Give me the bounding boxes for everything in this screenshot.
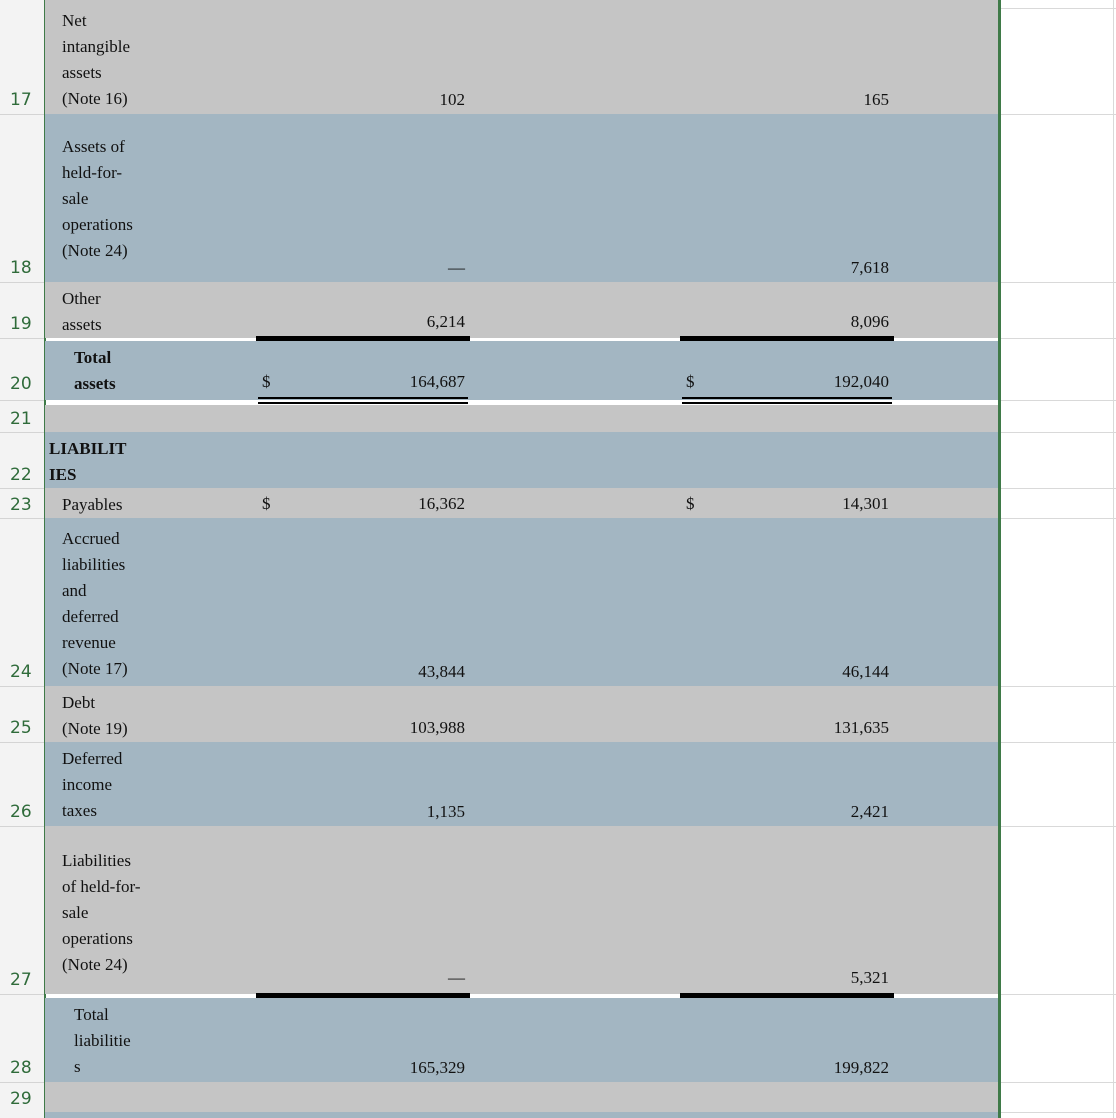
grid-row-line xyxy=(1001,338,1116,339)
grid-row-line xyxy=(1001,518,1116,519)
cell-value[interactable]: 16,362 xyxy=(418,494,465,513)
spreadsheet-grid[interactable] xyxy=(45,0,1000,1118)
cell-value[interactable]: — xyxy=(448,968,465,987)
section-heading: LIABILIT IES xyxy=(49,439,127,484)
grid-row-line xyxy=(1001,432,1116,433)
row-label: Deferred income taxes xyxy=(62,749,123,820)
cell-value[interactable]: 164,687 xyxy=(409,372,465,391)
empty-grid-area[interactable] xyxy=(1001,0,1116,1118)
gutter-divider xyxy=(0,338,45,339)
cell-value[interactable]: 5,321 xyxy=(850,968,889,987)
cell-value[interactable]: 199,822 xyxy=(833,1058,889,1077)
cell-value[interactable]: 165 xyxy=(863,90,889,109)
gutter-divider xyxy=(0,518,45,519)
row-number-23[interactable]: 23 xyxy=(10,495,32,515)
grid-row-line xyxy=(1001,8,1116,9)
table-row[interactable] xyxy=(45,488,1000,518)
gutter-divider xyxy=(0,488,45,489)
table-row[interactable] xyxy=(45,341,1000,400)
cell-value[interactable]: 7,618 xyxy=(850,258,889,277)
cell-value[interactable]: 102 xyxy=(439,90,465,109)
table-row[interactable] xyxy=(45,998,1000,1082)
table-row[interactable] xyxy=(45,686,1000,742)
cell-value[interactable]: 131,635 xyxy=(833,718,889,737)
row-number-28[interactable]: 28 xyxy=(10,1058,32,1078)
grid-row-line xyxy=(1001,826,1116,827)
cell-value[interactable]: 165,329 xyxy=(409,1058,465,1077)
cell-value[interactable]: 46,144 xyxy=(842,662,889,681)
row-number-19[interactable]: 19 xyxy=(10,314,32,334)
gutter-divider xyxy=(0,114,45,115)
row-label: Net intangible assets (Note 16) xyxy=(62,11,130,108)
row-number-24[interactable]: 24 xyxy=(10,662,32,682)
grid-row-line xyxy=(1001,282,1116,283)
table-row[interactable] xyxy=(45,282,1000,338)
table-row[interactable] xyxy=(45,432,1000,488)
grid-column-line xyxy=(1113,0,1114,1118)
table-row[interactable] xyxy=(45,518,1000,686)
table-row[interactable] xyxy=(45,114,1000,282)
cell-value[interactable]: 43,844 xyxy=(418,662,465,681)
cell-value[interactable]: 8,096 xyxy=(850,312,889,331)
row-number-17[interactable]: 17 xyxy=(10,90,32,110)
row-label: Debt (Note 19) xyxy=(62,693,128,738)
currency-symbol: $ xyxy=(262,372,271,391)
gutter-divider xyxy=(0,1082,45,1083)
row-label: Assets of held-for- sale operations (Note 24) xyxy=(62,137,133,260)
gutter-divider xyxy=(0,432,45,433)
grid-row-line xyxy=(1001,1082,1116,1083)
row-number-26[interactable]: 26 xyxy=(10,802,32,822)
row-label: Liabilities of held-for- sale operations (Note 24) xyxy=(62,851,141,974)
row-number-27[interactable]: 27 xyxy=(10,970,32,990)
cell-value[interactable]: 14,301 xyxy=(842,494,889,513)
row-header-gutter xyxy=(0,0,46,1118)
table-row[interactable] xyxy=(45,1082,1000,1112)
grid-row-line xyxy=(1001,1112,1116,1113)
grid-row-line xyxy=(1001,994,1116,995)
row-label: Total liabilitie s xyxy=(74,1005,131,1076)
grid-row-line xyxy=(1001,114,1116,115)
currency-symbol: $ xyxy=(262,494,271,513)
cell-value[interactable]: 2,421 xyxy=(850,802,889,821)
table-row[interactable] xyxy=(45,742,1000,826)
grid-row-line xyxy=(1001,488,1116,489)
grid-row-line xyxy=(1001,742,1116,743)
table-row[interactable] xyxy=(45,1112,1000,1118)
double-underline-rule xyxy=(682,397,892,404)
row-number-18[interactable]: 18 xyxy=(10,258,32,278)
row-number-29[interactable]: 29 xyxy=(10,1089,32,1109)
cell-value[interactable]: 6,214 xyxy=(426,312,465,331)
table-row[interactable] xyxy=(45,826,1000,994)
cell-value[interactable]: — xyxy=(448,258,465,277)
row-number-21[interactable]: 21 xyxy=(10,409,32,429)
gutter-divider xyxy=(0,826,45,827)
row-label: Payables xyxy=(62,495,123,514)
row-label: Accrued liabilities and deferred revenue (Note 17) xyxy=(62,529,128,678)
table-row[interactable] xyxy=(45,405,1000,432)
gutter-divider xyxy=(0,400,45,401)
gutter-divider xyxy=(0,282,45,283)
gutter-divider xyxy=(0,994,45,995)
row-number-25[interactable]: 25 xyxy=(10,718,32,738)
grid-row-line xyxy=(1001,400,1116,401)
gutter-divider xyxy=(0,742,45,743)
double-underline-rule xyxy=(258,397,468,404)
row-label: Other assets xyxy=(62,289,102,334)
currency-symbol: $ xyxy=(686,372,695,391)
table-row[interactable] xyxy=(45,0,1000,114)
grid-row-line xyxy=(1001,686,1116,687)
cell-value[interactable]: 103,988 xyxy=(409,718,465,737)
row-number-22[interactable]: 22 xyxy=(10,465,32,485)
cell-value[interactable]: 192,040 xyxy=(833,372,889,391)
currency-symbol: $ xyxy=(686,494,695,513)
gutter-divider xyxy=(0,686,45,687)
row-number-20[interactable]: 20 xyxy=(10,374,32,394)
row-label: Total assets xyxy=(74,348,116,393)
cell-value[interactable]: 1,135 xyxy=(426,802,465,821)
